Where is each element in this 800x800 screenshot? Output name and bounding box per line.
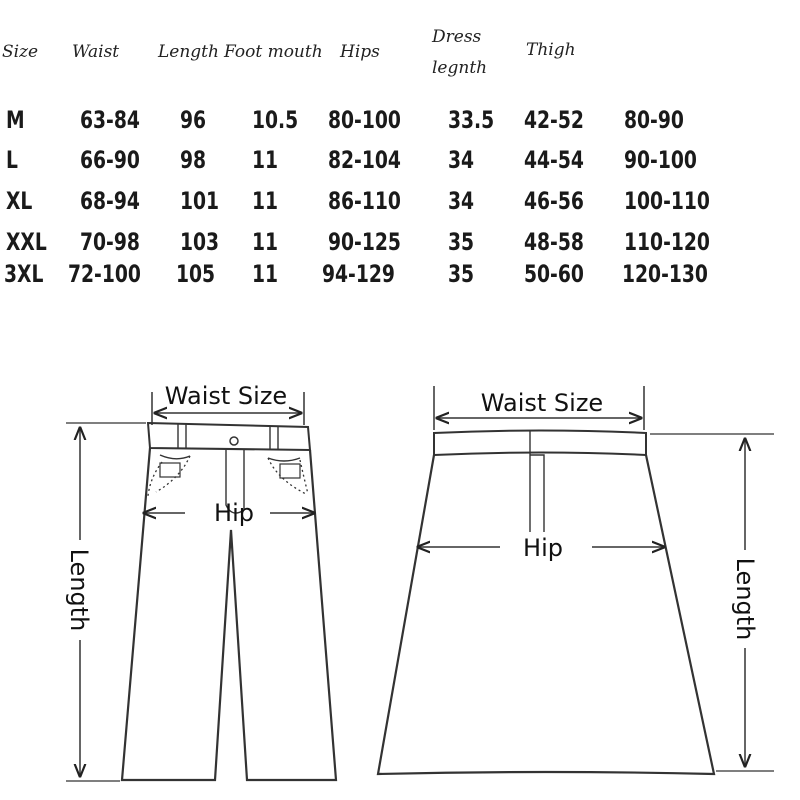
- pocket-left: [160, 455, 190, 459]
- cell-hips: 86-110: [328, 187, 401, 215]
- header-dress: Dress: [432, 27, 482, 47]
- cell-dress-length: 33.5: [448, 106, 495, 134]
- cell-length: 103: [180, 228, 220, 256]
- cell-hips: 90-125: [328, 228, 401, 256]
- cell-last: 90-100: [624, 146, 697, 174]
- pants-outline: [122, 448, 336, 780]
- cell-size: L: [6, 146, 18, 174]
- cell-thigh: 50-60: [524, 260, 584, 288]
- cell-dress-length: 34: [448, 187, 475, 215]
- button-icon: [230, 437, 238, 445]
- cell-last: 80-90: [624, 106, 684, 134]
- header-length: Length: [158, 42, 219, 62]
- header-thigh: Thigh: [526, 40, 576, 60]
- pants-waistband: [148, 423, 310, 450]
- cell-dress-length: 35: [448, 228, 475, 256]
- header-hips: Hips: [340, 42, 380, 62]
- header-dress-length: legnth: [432, 58, 488, 78]
- skirt-diagram: [378, 386, 774, 774]
- cell-dress-length: 35: [448, 260, 475, 288]
- cell-dress-length: 34: [448, 146, 475, 174]
- skirt-placket: [530, 455, 544, 532]
- pants-diagram: [65, 382, 336, 781]
- cell-thigh: 46-56: [524, 187, 584, 215]
- cell-thigh: 42-52: [524, 106, 584, 134]
- cell-length: 105: [176, 260, 216, 288]
- skirt-length-label: Length: [731, 557, 759, 641]
- cell-waist: 70-98: [80, 228, 140, 256]
- skirt-outline: [378, 455, 714, 774]
- cell-size: XL: [6, 187, 33, 215]
- cell-waist: 68-94: [80, 187, 140, 215]
- cell-length: 101: [180, 187, 220, 215]
- cell-foot-mouth: 10.5: [252, 106, 299, 134]
- pants-length-label: Length: [65, 548, 93, 632]
- cell-length: 98: [180, 146, 207, 174]
- cell-size: M: [6, 106, 25, 134]
- cell-hips: 94-129: [322, 260, 395, 288]
- cell-waist: 66-90: [80, 146, 140, 174]
- cell-foot-mouth: 11: [252, 228, 279, 256]
- cell-foot-mouth: 11: [252, 187, 279, 215]
- cell-hips: 80-100: [328, 106, 401, 134]
- cell-length: 96: [180, 106, 207, 134]
- cell-size: 3XL: [4, 260, 44, 288]
- cell-hips: 82-104: [328, 146, 401, 174]
- cell-thigh: 48-58: [524, 228, 584, 256]
- cell-last: 120-130: [622, 260, 708, 288]
- pants-waist-label: Waist Size: [164, 382, 288, 410]
- cell-last: 110-120: [624, 228, 710, 256]
- pocket-stitch-left: [156, 456, 190, 492]
- header-foot-mouth: Foot mouth: [224, 42, 323, 62]
- garment-diagrams: [0, 340, 800, 800]
- header-size: Size: [2, 42, 39, 62]
- skirt-waistband: [434, 431, 646, 456]
- coin-pocket: [160, 463, 180, 477]
- cell-waist: 63-84: [80, 106, 140, 134]
- cell-foot-mouth: 11: [252, 146, 279, 174]
- cell-last: 100-110: [624, 187, 710, 215]
- coin-pocket: [280, 464, 300, 478]
- header-waist: Waist: [72, 42, 120, 62]
- cell-waist: 72-100: [68, 260, 141, 288]
- pocket-right: [268, 458, 300, 461]
- cell-thigh: 44-54: [524, 146, 584, 174]
- cell-size: XXL: [6, 228, 47, 256]
- pocket-stitch-right: [300, 460, 308, 494]
- skirt-waist-label: Waist Size: [480, 389, 604, 417]
- skirt-hip-label: Hip: [523, 534, 563, 562]
- cell-foot-mouth: 11: [252, 260, 279, 288]
- pants-hip-label: Hip: [214, 499, 254, 527]
